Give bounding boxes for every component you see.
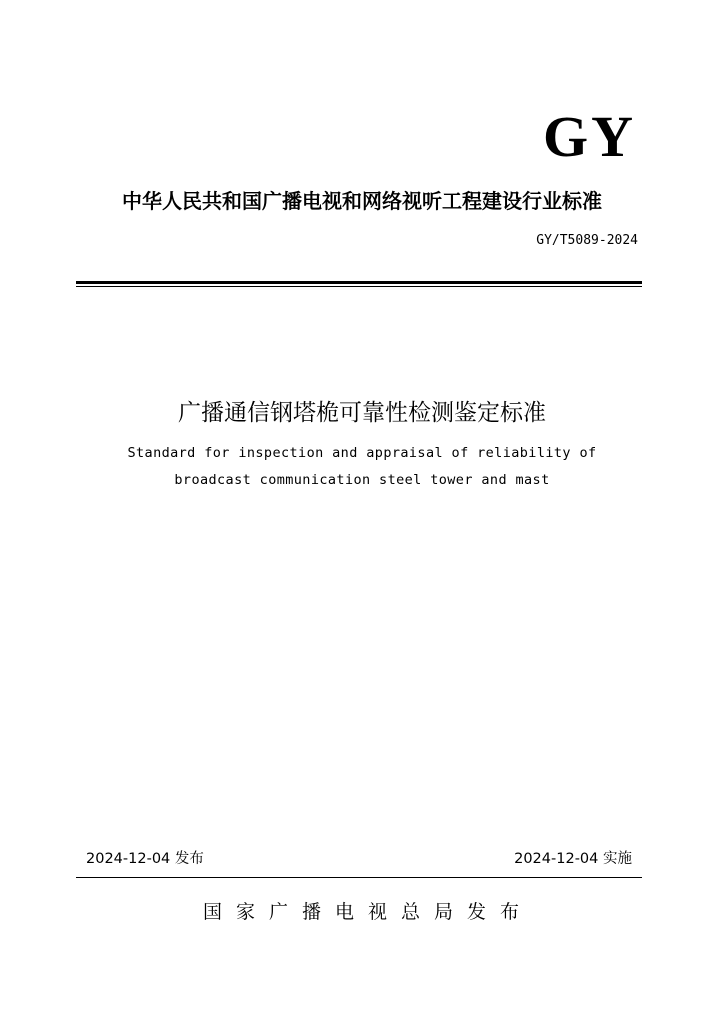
issue-date: 2024-12-04 发布 — [86, 851, 204, 867]
footer-rule — [76, 877, 642, 878]
document-title-chinese: 广播通信钢塔桅可靠性检测鉴定标准 — [178, 400, 546, 426]
document-title-english-line2: broadcast communication steel tower and mast — [174, 472, 550, 488]
document-title-english-line1: Standard for inspection and appraisal of reliability of — [127, 445, 597, 461]
header-rule-thin — [76, 286, 642, 287]
industry-standard-title: 中华人民共和国广播电视和网络视听工程建设行业标准 — [122, 189, 602, 213]
issuing-authority: 国家广播电视总局发布 — [202, 901, 533, 923]
gy-logo: GY — [543, 104, 636, 169]
header-rule-thick — [76, 281, 642, 284]
implementation-date: 2024-12-04 实施 — [514, 851, 632, 867]
standard-code: GY/T5089-2024 — [536, 233, 638, 248]
